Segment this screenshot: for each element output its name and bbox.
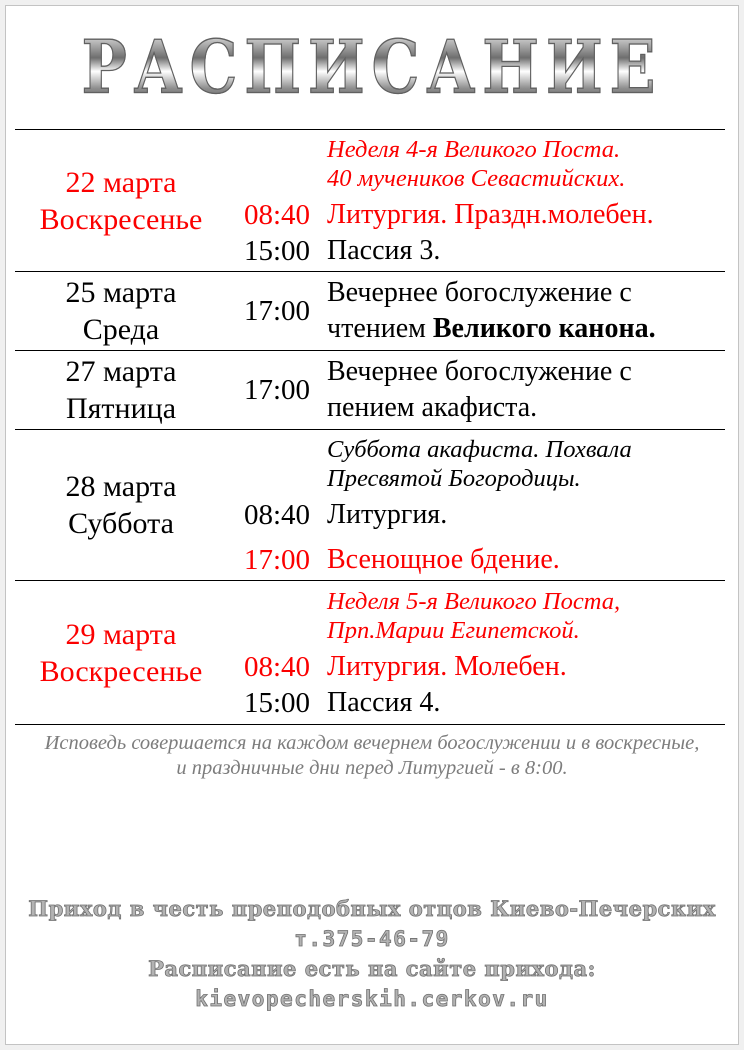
- page-title: РАСПИСАНИЕ: [81, 24, 663, 111]
- events-cell: [227, 353, 725, 427]
- parish-phone: т.375-46-79: [294, 927, 450, 951]
- time-cell: 08:40: [243, 651, 311, 683]
- service-text: Пассия 4.: [327, 687, 441, 718]
- weekday-text: Воскресенье: [39, 654, 203, 688]
- date-text: 28 марта: [65, 470, 177, 503]
- date-cell: [15, 353, 227, 427]
- date-cell: [15, 274, 227, 348]
- service-entry: [227, 354, 725, 426]
- date-cell: [15, 583, 227, 722]
- feast-annotation: [227, 584, 725, 649]
- service-entry: [227, 649, 725, 685]
- feast-annotation: [227, 132, 725, 197]
- parish-info-line: [6, 954, 738, 1014]
- schedule-row: [15, 271, 725, 350]
- date-text: 25 марта: [65, 276, 177, 309]
- service-text: [327, 275, 725, 347]
- service-text: Литургия. Молебен.: [327, 651, 567, 682]
- time-cell: 08:40: [243, 499, 311, 531]
- annotation-line: Пресвятой Богородицы.: [327, 465, 581, 492]
- date-text: 27 марта: [65, 355, 177, 388]
- annotation-line: 40 мучеников Севастийских.: [327, 165, 626, 192]
- service-text: Литургия.: [327, 499, 448, 530]
- annotation-text: [327, 132, 725, 197]
- confession-note-line: и праздничные дни перед Литургией - в 8:00.: [176, 757, 568, 779]
- annotation-line: Прп.Марии Египетской.: [327, 617, 580, 644]
- service-text: Пассия 3.: [327, 235, 441, 266]
- parish-info: [6, 894, 738, 1014]
- date-text: 29 марта: [65, 617, 177, 651]
- date-cell: [15, 432, 227, 578]
- service-text: Всенощное бдение.: [327, 544, 560, 575]
- schedule-row: [15, 429, 725, 580]
- schedule-row: [15, 580, 725, 724]
- weekday-text: Среда: [82, 313, 160, 346]
- time-cell: 17:00: [243, 295, 311, 327]
- annotation-line: Неделя 4-я Великого Поста.: [327, 136, 621, 163]
- time-cell: 08:40: [243, 199, 311, 231]
- parish-site-url: kievopecherskih.cerkov.ru: [195, 987, 549, 1011]
- weekday-text: Пятница: [65, 392, 177, 425]
- parish-info-line: [6, 894, 738, 954]
- header: [6, 6, 738, 129]
- time-cell: 15:00: [243, 235, 311, 267]
- document-page: [5, 5, 739, 1045]
- time-cell: 15:00: [243, 687, 311, 719]
- events-cell: [227, 432, 725, 578]
- schedule-row: [15, 129, 725, 271]
- events-cell: [227, 132, 725, 269]
- service-entry: [227, 542, 725, 578]
- service-entry: [227, 685, 725, 721]
- service-text-part: Вечернее богослужение с чтением: [327, 277, 632, 344]
- schedule-table: [15, 129, 725, 725]
- annotation-line: Неделя 5-я Великого Поста,: [327, 588, 621, 615]
- events-cell: [227, 583, 725, 722]
- confession-note-line: Исповедь совершается на каждом вечернем богослужении и в воскресные,: [44, 732, 700, 754]
- service-text: Вечернее богослужение с пением акафиста.: [327, 356, 632, 423]
- date-cell: [15, 132, 227, 269]
- annotation-line: Суббота акафиста. Похвала: [327, 436, 632, 463]
- service-entry: [227, 275, 725, 347]
- service-entry: [227, 497, 725, 533]
- service-entry: [227, 233, 725, 269]
- feast-annotation: [227, 432, 725, 497]
- confession-note: [6, 725, 738, 781]
- events-cell: [227, 274, 725, 348]
- schedule-row: [15, 350, 725, 429]
- weekday-text: Воскресенье: [39, 202, 203, 236]
- annotation-text: [327, 432, 725, 497]
- service-entry: [227, 197, 725, 233]
- time-cell: 17:00: [243, 544, 311, 576]
- site-note: Расписание есть на сайте прихода:: [148, 956, 596, 981]
- service-text: Литургия. Праздн.молебен.: [327, 199, 654, 230]
- parish-name: Приход в честь преподобных отцов Киево-Печерских: [28, 896, 716, 921]
- date-text: 22 марта: [65, 165, 177, 199]
- time-cell: 17:00: [243, 374, 311, 406]
- annotation-text: [327, 584, 725, 649]
- weekday-text: Суббота: [68, 507, 174, 540]
- service-text-bold: Великого канона.: [432, 313, 656, 344]
